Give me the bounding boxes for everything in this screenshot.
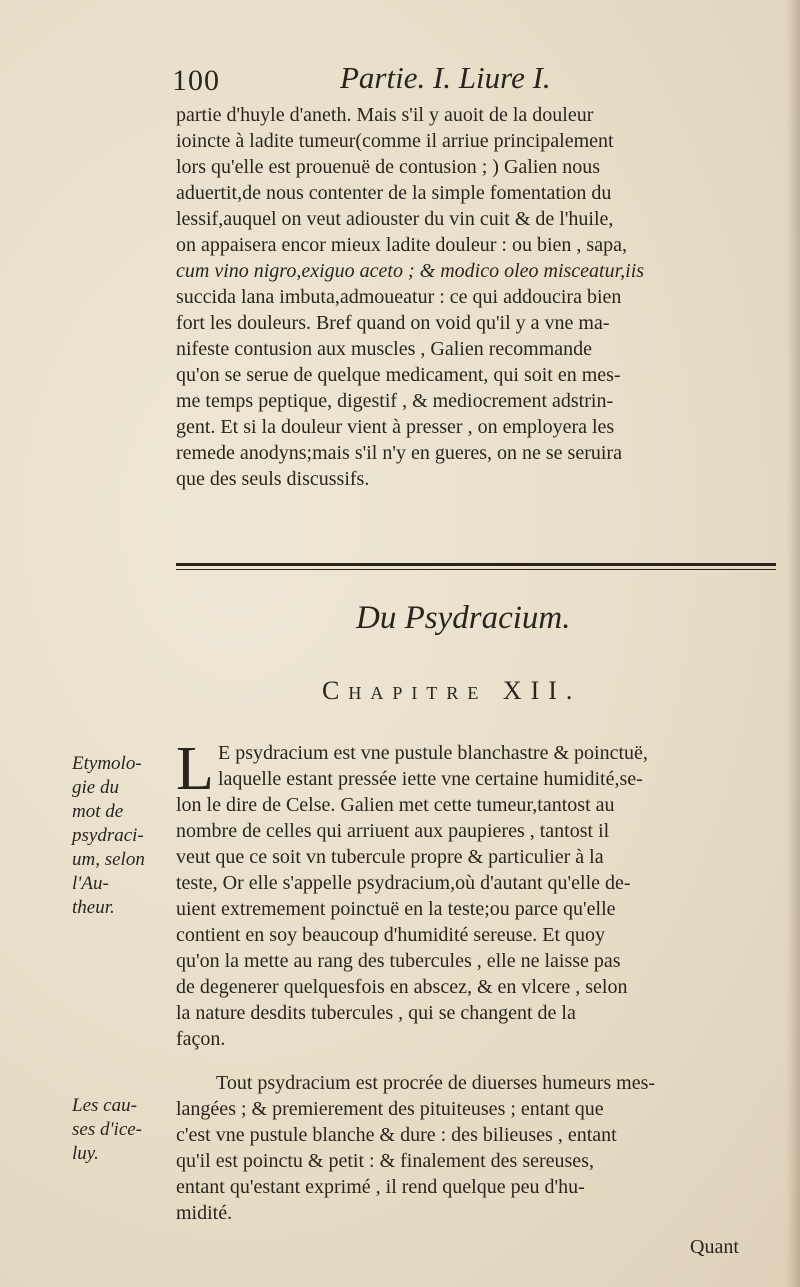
margin-line: um, selon	[72, 849, 145, 870]
text-line: façon.	[176, 1028, 226, 1050]
page-edge-shadow	[786, 0, 800, 1287]
page-header	[172, 60, 772, 100]
top-paragraph	[176, 102, 760, 492]
text-line: entant qu'estant exprimé , il rend quelque peu d'hu-	[176, 1176, 585, 1198]
text-line: teste, Or elle s'appelle psydracium,où d'autant qu'elle de-	[176, 872, 631, 894]
text-line: lors qu'elle est prouenuë de contusion ; ) Galien nous	[176, 156, 601, 178]
running-head: Partie. I. Liure I.	[340, 60, 551, 95]
drop-cap: L	[176, 735, 214, 803]
chapter-paragraph	[176, 792, 760, 1052]
text-line: midité.	[176, 1202, 233, 1224]
section-rule-thick	[176, 563, 776, 566]
text-line: contient en soy beaucoup d'humidité sereuse. Et quoy	[176, 924, 606, 946]
text-line: ioincte à ladite tumeur(comme il arriue principalement	[176, 130, 614, 152]
text-line: langées ; & premierement des pituiteuses ; entant que	[176, 1098, 604, 1120]
text-line: c'est vne pustule blanche & dure : des bilieuses , entant	[176, 1124, 617, 1146]
text-line: partie d'huyle d'aneth. Mais s'il y auoit de la douleur	[176, 104, 594, 126]
section-title: Du Psydracium.	[356, 600, 571, 636]
margin-line: Etymolo-	[72, 753, 142, 774]
margin-line: Les cau-	[72, 1095, 137, 1116]
text-line: aduertit,de nous contenter de la simple fomentation du	[176, 182, 612, 204]
text-line: uient extremement poinctuë en la teste;ou parce qu'elle	[176, 898, 616, 920]
chapter-first-lines	[218, 740, 760, 792]
text-line: que des seuls discussifs.	[176, 468, 370, 490]
text-line: gent. Et si la douleur vient à presser , on employera les	[176, 416, 615, 438]
margin-line: ses d'ice-	[72, 1119, 143, 1140]
text-line: on appaisera encor mieux ladite douleur : ou bien , sapa,	[176, 234, 627, 256]
margin-note-etymology	[72, 752, 172, 920]
text-line: qu'il est poinctu & petit : & finalement des sereuses,	[176, 1150, 594, 1172]
page-number: 100	[172, 64, 220, 97]
text-line: qu'on la mette au rang des tubercules , elle ne laisse pas	[176, 950, 621, 972]
text-line: nifeste contusion aux muscles , Galien recommande	[176, 338, 592, 360]
text-line-latin: cum vino nigro,exiguo aceto ; & modico oleo misceatur,iis	[176, 260, 645, 282]
margin-line: theur.	[72, 897, 115, 918]
margin-line: l'Au-	[72, 873, 109, 894]
text-line: Tout psydracium est procrée de diuerses humeurs mes-	[216, 1072, 656, 1094]
text-line: lon le dire de Celse. Galien met cette tumeur,tantost au	[176, 794, 615, 816]
text-line: fort les douleurs. Bref quand on void qu'il y a vne ma-	[176, 312, 610, 334]
text-line: la nature desdits tubercules , qui se changent de la	[176, 1002, 576, 1024]
margin-line: mot de	[72, 801, 124, 822]
text-line: veut que ce soit vn tubercule propre & particulier à la	[176, 846, 604, 868]
section-rule-thin	[176, 569, 776, 570]
text-line: qu'on se serue de quelque medicament, qui soit en mes-	[176, 364, 621, 386]
text-line: E psydracium est vne pustule blanchastre & poinctuë,	[218, 742, 648, 764]
margin-line: psydraci-	[72, 825, 144, 846]
text-line: me temps peptique, digestif , & mediocrement adstrin-	[176, 390, 614, 412]
text-line: succida lana imbuta,admoueatur : ce qui addoucira bien	[176, 286, 622, 308]
margin-note-causes	[72, 1094, 172, 1166]
text-line: laquelle estant pressée iette vne certaine humidité,se-	[218, 768, 643, 790]
chapter-title: Chapitre XII.	[322, 676, 582, 705]
text-line: nombre de celles qui arriuent aux paupieres , tantost il	[176, 820, 610, 842]
margin-line: gie du	[72, 777, 119, 798]
text-line: lessif,auquel on veut adiouster du vin cuit & de l'huile,	[176, 208, 614, 230]
margin-line: luy.	[72, 1143, 99, 1164]
text-line: remede anodyns;mais s'il n'y en gueres, on ne se seruira	[176, 442, 622, 464]
catchword: Quant	[690, 1236, 739, 1258]
chapter-paragraph-2	[176, 1070, 760, 1226]
text-line: de degenerer quelquesfois en abscez, & en vlcere , selon	[176, 976, 628, 998]
